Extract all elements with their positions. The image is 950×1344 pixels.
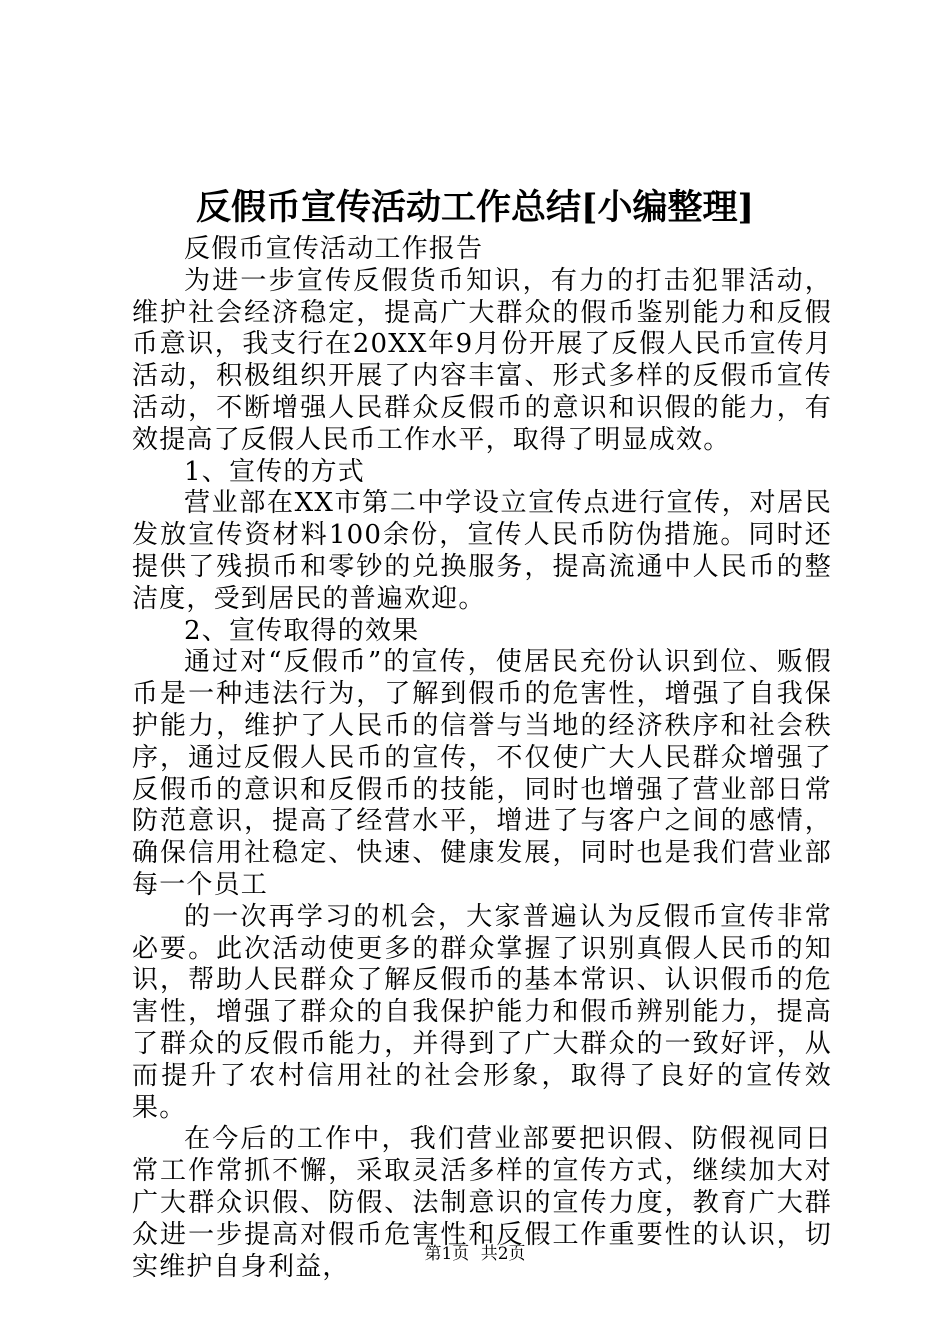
section-heading-method: 1、宣传的方式	[184, 456, 365, 487]
paragraph-method: 营业部在XX市第二中学设立宣传点进行宣传，对居民发放宣传资材料100余份，宣传人民币防伪措施。同时还提供了残损币和零钞的兑换服务，提高流通中人民币的整洁度，受到居民的普遍欢迎。	[132, 488, 832, 614]
document-title: 反假币宣传活动工作总结[小编整理]	[195, 187, 755, 228]
page-footer	[0, 1242, 950, 1266]
paragraph-effect: 通过对“反假币”的宣传，使居民充份认识到位、贩假币是一种违法行为，了解到假币的危害性，增强了自我保护能力，维护了人民币的信誉与当地的经济秩序和社会秩序，通过反假人民币的宣传，不仅使广大人民群众增强了反假币的意识和反假币的技能，同时也增强了营业部日常防范意识，提高了经营水平，增进了与客户之间的感情，确保信用社稳定、快速、健康发展，同时也是我们营业部每一个员工	[132, 647, 832, 900]
document-body	[132, 234, 832, 1283]
paragraph-intro: 为进一步宣传反假货币知识，有力的打击犯罪活动，维护社会经济稳定，提高广大群众的假币鉴别能力和反假币意识，我支行在20XX年9月份开展了反假人民币宣传月活动，积极组织开展了内容丰富、形式多样的反假币宣传活动，不断增强人民群众反假币的意识和识假的能力，有效提高了反假人民币工作水平，取得了明显成效。	[132, 265, 832, 455]
section-heading-effect: 2、宣传取得的效果	[184, 615, 420, 646]
page-number-current: 第1页	[424, 1244, 470, 1264]
page-number-total: 共2页	[480, 1244, 526, 1264]
paragraph-report-heading: 反假币宣传活动工作报告	[184, 234, 484, 264]
paragraph-future-work: 在今后的工作中，我们营业部要把识假、防假视同日常工作常抓不懈，采取灵活多样的宣传方式，继续加大对广大群众识假、防假、法制意识的宣传力度，教育广大群众进一步提高对假币危害性和反假工作重要性的认识，切实维护自身利益，	[132, 1124, 832, 1282]
paragraph-effect-continued: 的一次再学习的机会，大家普遍认为反假币宣传非常必要。此次活动使更多的群众掌握了识别真假人民币的知识，帮助人民群众了解反假币的基本常识、认识假币的危害性，增强了群众的自我保护能力和假币辨别能力，提高了群众的反假币能力，并得到了广大群众的一致好评，从而提升了农村信用社的社会形象，取得了良好的宣传效果。	[132, 901, 832, 1123]
